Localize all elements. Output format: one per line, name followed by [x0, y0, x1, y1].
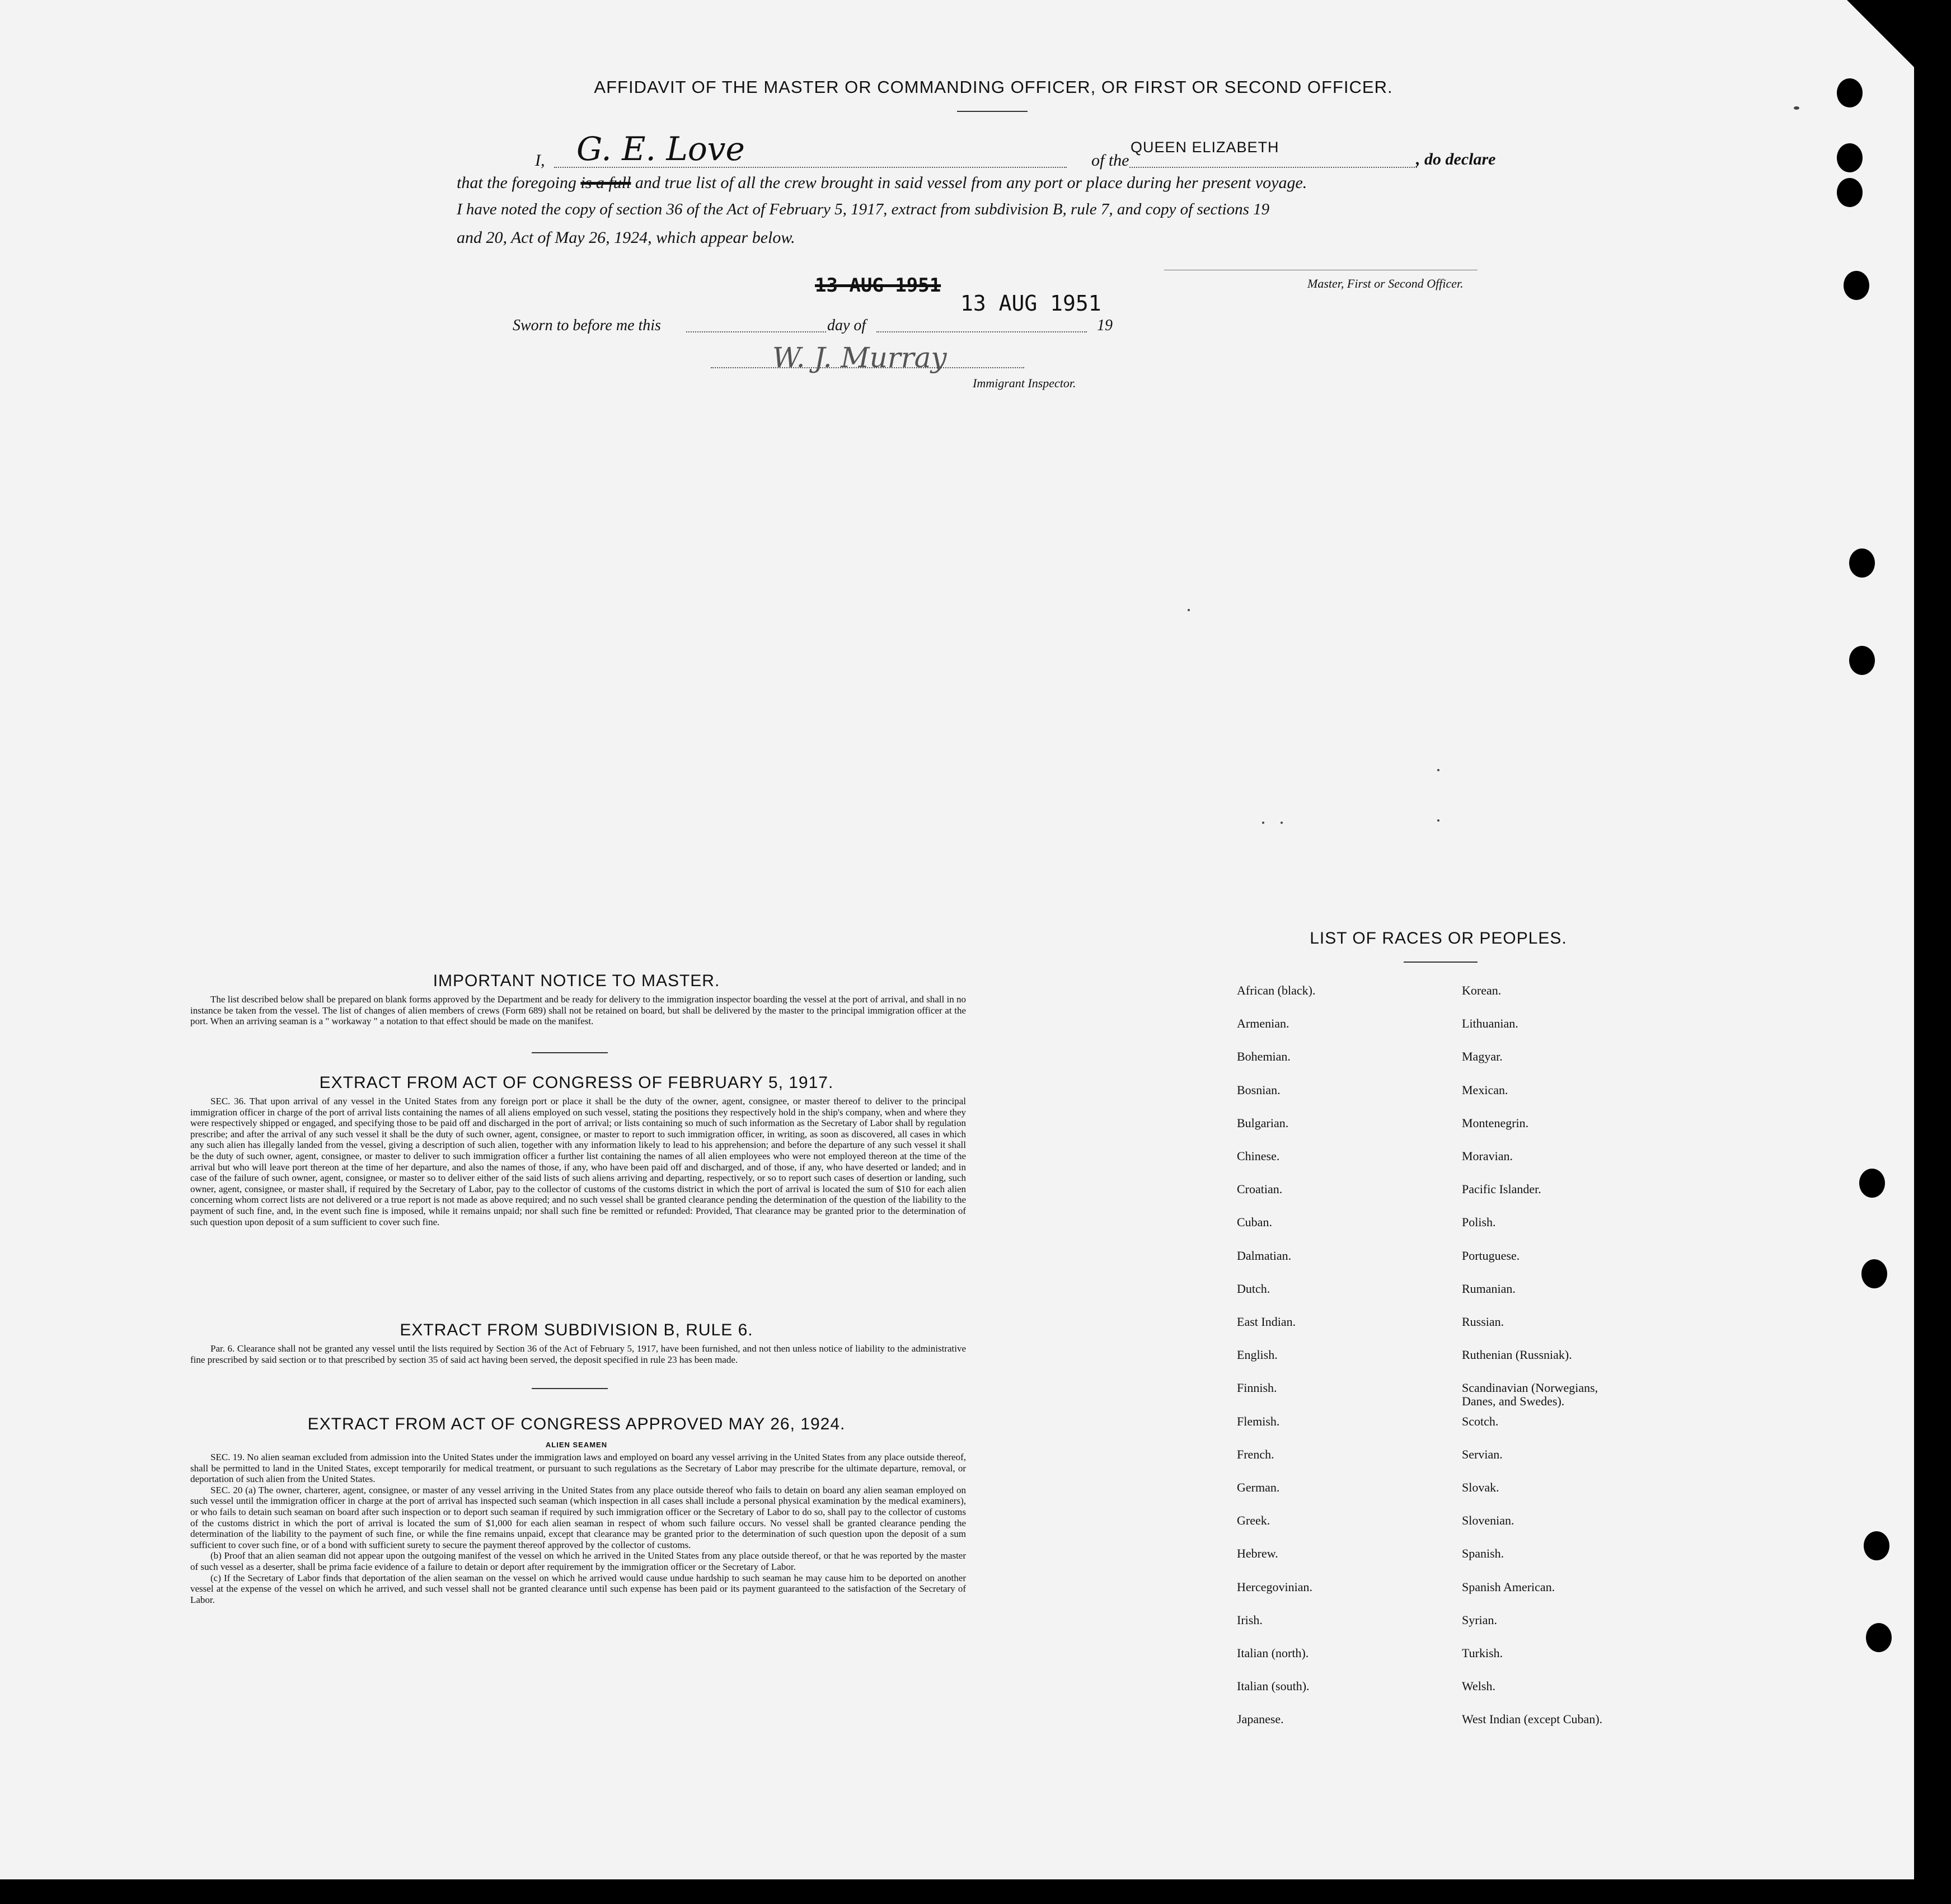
race-entry: East Indian.	[1237, 1315, 1296, 1329]
speck	[1281, 822, 1283, 824]
race-entry: Japanese.	[1237, 1712, 1284, 1726]
punch-hole	[1837, 143, 1863, 172]
races-title: LIST OF RACES OR PEOPLES.	[1310, 929, 1567, 948]
affidavit-line-2-end: and true list of all the crew brought in said vessel from any port or place during her present voyage.	[635, 173, 1307, 192]
race-entry: Italian (north).	[1237, 1646, 1309, 1660]
race-entry: Flemish.	[1237, 1414, 1280, 1428]
race-entry: German.	[1237, 1480, 1280, 1494]
race-entry: Mexican.	[1462, 1083, 1508, 1097]
race-entry: Korean.	[1462, 983, 1502, 997]
punch-hole	[1837, 78, 1863, 107]
struck-words: is a full	[580, 173, 631, 192]
race-entry: Pacific Islander.	[1462, 1182, 1541, 1196]
race-entry: Chinese.	[1237, 1149, 1280, 1163]
sec-19-paragraph: SEC. 19. No alien seaman excluded from admission into the United States under the immigration laws and employed on board any vessel arriving in the United States from any place outside thereof, shall be permitted to land in the United States, except temporarily for medical treatment, or pursuant to such regulations as the Secretary of Labor may prescribe for the ultimate departure, removal, or deportation of such alien from the United States.	[190, 1452, 966, 1485]
race-entry: Dutch.	[1237, 1282, 1270, 1296]
race-entry: African (black).	[1237, 983, 1316, 997]
speck	[1437, 769, 1439, 771]
vessel-line	[1129, 167, 1417, 168]
race-entry: Greek.	[1237, 1513, 1270, 1527]
punch-hole	[1844, 271, 1869, 300]
date-stamp: 13 AUG 1951	[960, 291, 1101, 316]
extract-rule6-title: EXTRACT FROM SUBDIVISION B, RULE 6.	[400, 1321, 753, 1339]
master-caption: Master, First or Second Officer.	[1307, 276, 1464, 290]
sec-20a-paragraph: SEC. 20 (a) The owner, charterer, agent, consignee, or master of any vessel arriving in the United States from any place outside thereof who fails to detain on board any alien seaman employed on such vessel until the immigration officer in charge at the port of arrival has inspected such seaman (which inspection in all cases shall include a personal physical examination by the medical examiners), or who fails to detain such seaman on board after such inspection or to deport such seaman if required by such immigration officer or the Secretary of Labor to do so, shall pay to the collector of customs of the customs district in which the port of arrival is located the sum of $1,000 for each alien seaman in respect of whom such failure occurs. No vessel shall be granted clearance pending the determination of the liability to the payment of such fine, or while the fine remains unpaid, except that clearance may be granted prior to the determination of such question upon the deposit of a sum sufficient to cover such fine, or of a bond with sufficient surety to secure the payment thereof approved by the collector of customs.	[190, 1484, 966, 1550]
extract-rule6-body	[190, 1343, 966, 1365]
race-entry: Russian.	[1462, 1315, 1504, 1329]
sworn-day-line	[686, 331, 826, 332]
race-entry: Hercegovinian.	[1237, 1580, 1312, 1594]
race-entry: French.	[1237, 1447, 1274, 1461]
punch-hole	[1837, 178, 1863, 207]
notice-body	[190, 994, 966, 1027]
race-entry: Servian.	[1462, 1447, 1503, 1461]
day-of-label: day of	[827, 317, 866, 334]
race-entry: Cuban.	[1237, 1215, 1272, 1229]
extract-1917-body	[190, 1096, 966, 1227]
alien-seamen-subtitle: ALIEN SEAMEN	[545, 1441, 608, 1449]
race-entry: Ruthenian (Russniak).	[1462, 1348, 1572, 1362]
vessel-name: QUEEN ELIZABETH	[1131, 139, 1279, 156]
do-declare-label: , do declare	[1416, 150, 1496, 168]
extract-1917-title: EXTRACT FROM ACT OF CONGRESS OF FEBRUARY 5, 1917.	[319, 1073, 834, 1092]
speck	[1188, 609, 1190, 611]
race-entry: Polish.	[1462, 1215, 1496, 1229]
races-underline	[1404, 962, 1478, 963]
punch-hole	[1849, 646, 1875, 675]
race-entry: Bulgarian.	[1237, 1116, 1289, 1130]
punch-hole	[1849, 548, 1875, 578]
speck	[1437, 819, 1439, 822]
inspector-signature: W. J. Murray	[772, 341, 947, 374]
heading-underline	[957, 111, 1028, 112]
race-entry: Bohemian.	[1237, 1049, 1291, 1063]
affidavit-line-3: I have noted the copy of section 36 of the Act of February 5, 1917, extract from subdivision B, rule 7, and copy of sections 19	[457, 200, 1270, 218]
extract-1924-body	[190, 1452, 966, 1605]
race-entry: Hebrew.	[1237, 1546, 1278, 1560]
folded-corner	[1847, 0, 1914, 67]
race-entry: Scandinavian (Norwegians, Danes, and Swedes).	[1462, 1381, 1598, 1408]
race-entry: Dalmatian.	[1237, 1249, 1292, 1263]
speck	[1794, 106, 1799, 110]
punch-hole	[1859, 1169, 1885, 1198]
race-entry: Welsh.	[1462, 1679, 1495, 1693]
par-6-paragraph: Par. 6. Clearance shall not be granted any vessel until the lists required by Section 36 of the Act of February 5, 1917, have been furnished, and not then unless notice of liability to the administrative fine prescribed by said section or to that prescribed by section 35 of said act having been served, the deposit specified in rule 23 has been made.	[190, 1343, 966, 1365]
race-entry: Slovak.	[1462, 1480, 1499, 1494]
race-entry: Magyar.	[1462, 1049, 1503, 1063]
race-entry: Italian (south).	[1237, 1679, 1310, 1693]
sec-20c-paragraph: (c) If the Secretary of Labor finds that deportation of the alien seaman on the vessel on which he arrived would cause undue hardship to such seaman he may cause him to be deported on another vessel at the expense of the vessel on which he arrived, and such vessel shall not be granted clearance until such expense has been paid or its payment guaranteed to the satisfaction of the Secretary of Labor.	[190, 1572, 966, 1605]
master-signature: G. E. Love	[576, 130, 745, 168]
race-entry: Finnish.	[1237, 1381, 1277, 1395]
affidavit-line-4: and 20, Act of May 26, 1924, which appear below.	[457, 228, 795, 247]
race-entry: Slovenian.	[1462, 1513, 1514, 1527]
race-entry: West Indian (except Cuban).	[1462, 1712, 1603, 1726]
race-entry: Scotch.	[1462, 1414, 1499, 1428]
sec-36-paragraph: SEC. 36. That upon arrival of any vessel in the United States from any foreign port or place it shall be the duty of the owner, agent, consignee, or master thereof to deliver to the principal immigration officer in charge of the port of arrival lists containing the names of all aliens employed on such vessel, stating the positions they respectively hold in the ship's company, when and where they were respectively shipped or engaged, and specifying those to be paid off and discharged in the port of arrival; or lists containing so much of such information as the Secretary of Labor shall by regulation prescribe; and after the arrival of any such vessel it shall be the duty of such owner, agent, consignee, or master to report to such immigration officer, in writing, as soon as discovered, all cases in which any such alien has illegally landed from the vessel, giving a description of such alien, together with any information likely to lead to his apprehension; and before the departure of any such vessel it shall be the duty of such owner, agent, consignee, or master to deliver to such immigration officer a further list containing the names of all alien employees who were not employed thereon at the time of the arrival but who will leave port thereon at the time of her departure, and also the names of those, if any, who have been paid off and discharged, and of those, if any, who have deserted or landed; and in case of the failure of such owner, agent, consignee, or master so to deliver either of the said lists of such aliens arriving and departing, respectively, or so to report such cases of desertion or landing, such owner, agent, consignee, or master shall, if required by the Secretary of Labor, pay to the collector of customs of the customs district in which the port of arrival is located the sum of $10 for each alien concerning whom correct lists are not delivered or a true report is not made as above required; and no such vessel shall be granted clearance pending the determination of the question of the liability to the payment of such fine, and, in the event such fine is imposed, while it remains unpaid; nor shall such fine be remitted or refunded: Provided, That clearance may be granted prior to the determination of such question upon deposit of a sum sufficient to cover such fine.	[190, 1096, 966, 1227]
race-entry: Bosnian.	[1237, 1083, 1281, 1097]
affidavit-line-2	[457, 173, 1520, 193]
signature-line	[554, 167, 1067, 168]
punch-hole	[1861, 1259, 1887, 1288]
i-prefix: I,	[535, 151, 545, 170]
race-entry: Spanish American.	[1462, 1580, 1555, 1594]
inspector-line	[711, 367, 1024, 368]
affidavit-heading: AFFIDAVIT OF THE MASTER OR COMMANDING OFFICER, OR FIRST OR SECOND OFFICER.	[594, 77, 1393, 97]
struck-date-stamp: 13 AUG 1951	[815, 274, 941, 297]
race-entry: English.	[1237, 1348, 1278, 1362]
speck	[1262, 822, 1264, 824]
race-entry: Spanish.	[1462, 1546, 1504, 1560]
race-entry: Irish.	[1237, 1613, 1263, 1627]
inspector-caption: Immigrant Inspector.	[973, 376, 1076, 390]
of-the-label: of the	[1091, 151, 1129, 170]
race-entry: Turkish.	[1462, 1646, 1503, 1660]
notice-title: IMPORTANT NOTICE TO MASTER.	[433, 972, 720, 990]
sec-20b-paragraph: (b) Proof that an alien seaman did not appear upon the outgoing manifest of the vessel on which he arrived in the United States from any place outside thereof, or that he was reported by the master of such vessel as a deserter, shall be prima facie evidence of a failure to detain or deport after requirement by the immigration officer or the Secretary of Labor.	[190, 1550, 966, 1572]
notice-paragraph: The list described below shall be prepared on blank forms approved by the Department and be ready for delivery to the immigration inspector boarding the vessel at the port of arrival, and shall in no instance be taken from the vessel. The list of changes of alien members of crews (Form 689) shall not be retained on board, but shall be delivered by the master to the principal immigration officer at the port. When an arriving seaman is a " workaway " a notation to that effect should be made on the manifest.	[190, 994, 966, 1027]
sworn-month-line	[876, 331, 1087, 332]
section-divider	[532, 1052, 608, 1053]
extract-1924-title: EXTRACT FROM ACT OF CONGRESS APPROVED MAY 26, 1924.	[307, 1415, 846, 1433]
race-entry: Portuguese.	[1462, 1249, 1520, 1263]
section-divider	[532, 1388, 608, 1389]
race-entry: Armenian.	[1237, 1016, 1289, 1030]
punch-hole	[1864, 1531, 1889, 1560]
race-entry: Rumanian.	[1462, 1282, 1516, 1296]
race-entry: Lithuanian.	[1462, 1016, 1518, 1030]
race-entry: Syrian.	[1462, 1613, 1497, 1627]
race-entry: Croatian.	[1237, 1182, 1283, 1196]
race-entry: Montenegrin.	[1462, 1116, 1529, 1130]
race-entry: Moravian.	[1462, 1149, 1513, 1163]
sworn-prefix: Sworn to before me this	[513, 317, 661, 334]
punch-hole	[1866, 1623, 1892, 1652]
affidavit-line-2-start: that the foregoing	[457, 173, 576, 192]
year-suffix: 19	[1097, 317, 1113, 334]
